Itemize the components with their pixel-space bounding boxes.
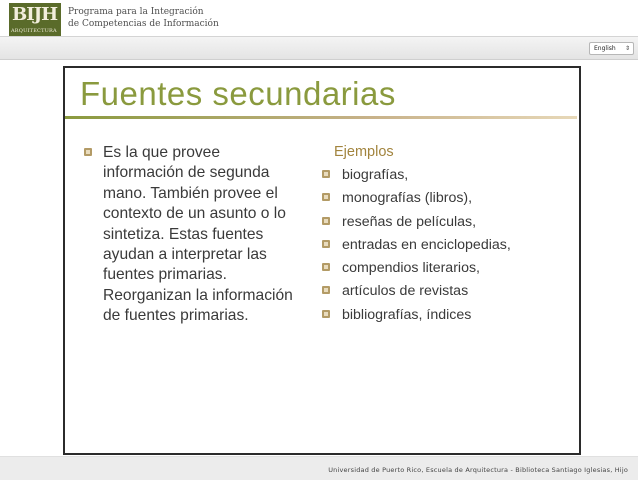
example-label: compendios literarios,: [342, 260, 480, 277]
square-bullet-icon: [322, 263, 330, 271]
definition-block: [84, 143, 294, 327]
square-bullet-icon: [322, 240, 330, 248]
square-bullet-icon: [322, 193, 330, 201]
program-name-line2: de Competencias de Información: [68, 19, 219, 29]
list-item: [322, 305, 577, 328]
footer-bar: [0, 456, 638, 480]
list-item: [322, 212, 577, 235]
square-bullet-icon: [322, 286, 330, 294]
examples-block: [322, 143, 577, 328]
logo-subtitle: ARQUITECTURA: [11, 28, 57, 34]
square-bullet-icon: [322, 217, 330, 225]
list-item: [322, 258, 577, 281]
language-select-value: English: [594, 45, 616, 52]
examples-list: [322, 165, 577, 328]
example-label: monografías (libros),: [342, 190, 473, 207]
square-bullet-icon: [322, 310, 330, 318]
program-name-line1: Programa para la Integración: [68, 7, 204, 17]
title-underline: [65, 116, 577, 119]
definition-text: Es la que provee información de segunda mano. También provee el contexto de un asunto o lo sintetiza. Estas fuentes ayudan a interpretar las fuentes primarias. Reorganizan la información de fuentes primarias.: [103, 144, 293, 325]
footer-credit: Universidad de Puerto Rico, Escuela de Arquitectura - Biblioteca Santiago Iglesias, Hijo: [328, 466, 628, 474]
example-label: biografías,: [342, 167, 409, 183]
square-bullet-icon: [322, 170, 330, 178]
chevron-updown-icon: ⇕: [624, 45, 630, 52]
example-label: artículos de revistas: [342, 283, 469, 300]
program-name: [68, 6, 219, 30]
slide-title: Fuentes secundarias: [80, 75, 396, 112]
header-bar: [0, 0, 638, 36]
toolbar: [0, 36, 638, 60]
square-bullet-icon: [84, 148, 92, 156]
list-item: [322, 281, 577, 304]
list-item: [322, 188, 577, 211]
language-select[interactable]: [589, 42, 634, 55]
bijh-logo: [9, 3, 61, 36]
example-label: bibliografías, índices: [342, 306, 472, 323]
example-label: reseñas de películas,: [342, 213, 477, 230]
example-label: entradas en enciclopedias,: [342, 236, 511, 253]
examples-heading: Ejemplos: [334, 144, 394, 160]
list-item: [322, 235, 577, 258]
logo-mark: BIJH: [12, 4, 58, 25]
list-item: [322, 165, 577, 188]
